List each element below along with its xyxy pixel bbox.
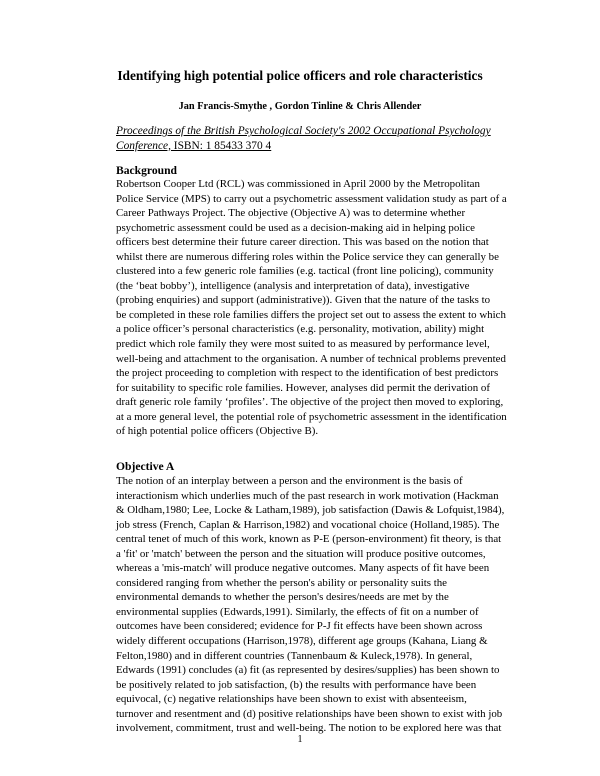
text-line: The notion of an interplay between a person and the environment is the basis of [116, 475, 463, 487]
text-line: psychometric assessment could be used as a decision-making aid in helping police [116, 221, 475, 234]
author-list: Jan Francis-Smythe , Gordon Tinline & Chris Allender [178, 101, 422, 112]
citation [116, 124, 516, 153]
page-number: 1 [297, 734, 303, 745]
text-line: (probing enquiries) and support (administrative)). Given that the nature of the tasks to [116, 294, 491, 307]
section-heading-objective-a: Objective A [116, 460, 175, 473]
text-line: equivocal, (c) negative relationships have been shown to exist with absenteeism, [116, 693, 467, 706]
text-line: whereas a 'mis-match' will produce negative outcomes. Many aspects of fit have been [116, 562, 490, 575]
text-line: whilst there are numerous differing roles within the Police service they can generally be [116, 250, 499, 263]
citation-isbn: ISBN: 1 85433 370 4 [170, 139, 272, 152]
text-line: for suitability to specific role families. However, analyses did permit the derivation of [116, 381, 490, 394]
text-line: the project proceeding to completion with respect to the identification of best predictors [116, 367, 499, 380]
text-line: draft generic role family ‘profiles’. The objective of the project then moved to exploring, [116, 396, 504, 409]
text-line: officers best determine their future career direction. This was based on the notion that [116, 236, 489, 249]
text-line: well-being and attachment to the organisation. A number of technical problems prevented [116, 352, 506, 365]
text-line: involvement, commitment, trust and well-being. The notion to be explored here was that [116, 722, 502, 735]
objective-a-paragraph [116, 474, 522, 736]
text-line: be completed in these role families differs the project set out to assess the extent to which [116, 308, 506, 321]
text-line: Felton,1980) and in different countries (Tannenbaum & Kuleck,1978). In general, [116, 649, 473, 662]
text-line: considered ranging from whether the person's ability or personality suits the [116, 576, 448, 589]
text-line: Robertson Cooper Ltd (RCL) was commissioned in April 2000 by the Metropolitan [116, 178, 480, 190]
text-line: interactionism which underlies much of the past research in work motivation (Hackman [116, 489, 499, 502]
text-line: job stress (French, Caplan & Harrison,1982) and vocational choice (Holland,1985). The [116, 518, 500, 531]
text-line: central tenet of much of this work, known as P-E (person-environment) fit theory, is that [116, 533, 502, 546]
text-line: Career Pathways Project. The objective (Objective A) was to determine whether [116, 207, 466, 220]
paper-title: Identifying high potential police officers and role characteristics [117, 68, 483, 83]
text-line: clustered into a few generic role families (e.g. tactical (front line policing), community [116, 265, 494, 278]
text-line: be positively related to job satisfaction, (b) the results with performance have been [116, 678, 477, 691]
text-line: outcomes have been considered; evidence for P-J fit effects have been shown across [116, 620, 483, 633]
text-line: environmental supplies (Edwards,1991). Similarly, the effects of fit on a number of [116, 605, 479, 618]
text-line: of high potential police officers (Objective B). [116, 425, 319, 438]
background-paragraph [116, 177, 522, 439]
text-line: widely different occupations (Harrison,1978), different age groups (Kahana, Liang & [116, 635, 488, 648]
text-line: a police officer’s personal characteristics (e.g. personality, motivation, ability) might [116, 323, 485, 336]
section-heading-background: Background [116, 164, 177, 177]
text-line: turnover and resentment and (d) positive relationships have been shown to exist with job [116, 707, 503, 720]
citation-journal: Proceedings of the British Psychological Society's 2002 Occupational Psychology Conference, [116, 125, 491, 152]
text-line: Police Service (MPS) to carry out a psychometric assessment validation study as part of a [116, 192, 507, 205]
text-line: (the ‘beat bobby’), intelligence (analysis and interpretation of data), investigative [116, 279, 470, 292]
text-line: a 'fit' or 'match' between the person and the situation will produce positive outcomes, [116, 547, 486, 560]
text-line: at a more general level, the potential role of psychometric assessment in the identification [116, 410, 507, 423]
text-line: Edwards (1991) concludes (a) fit (as represented by desires/supplies) has been shown to [116, 664, 500, 677]
text-line: & Oldham,1980; Lee, Locke & Latham,1989), job satisfaction (Dawis & Lofquist,1984), [116, 504, 505, 517]
text-line: environmental demands to whether the person's desires/needs are met by the [116, 591, 449, 604]
text-line: predict which role family they were most suited to as measured by performance level, [116, 338, 490, 351]
